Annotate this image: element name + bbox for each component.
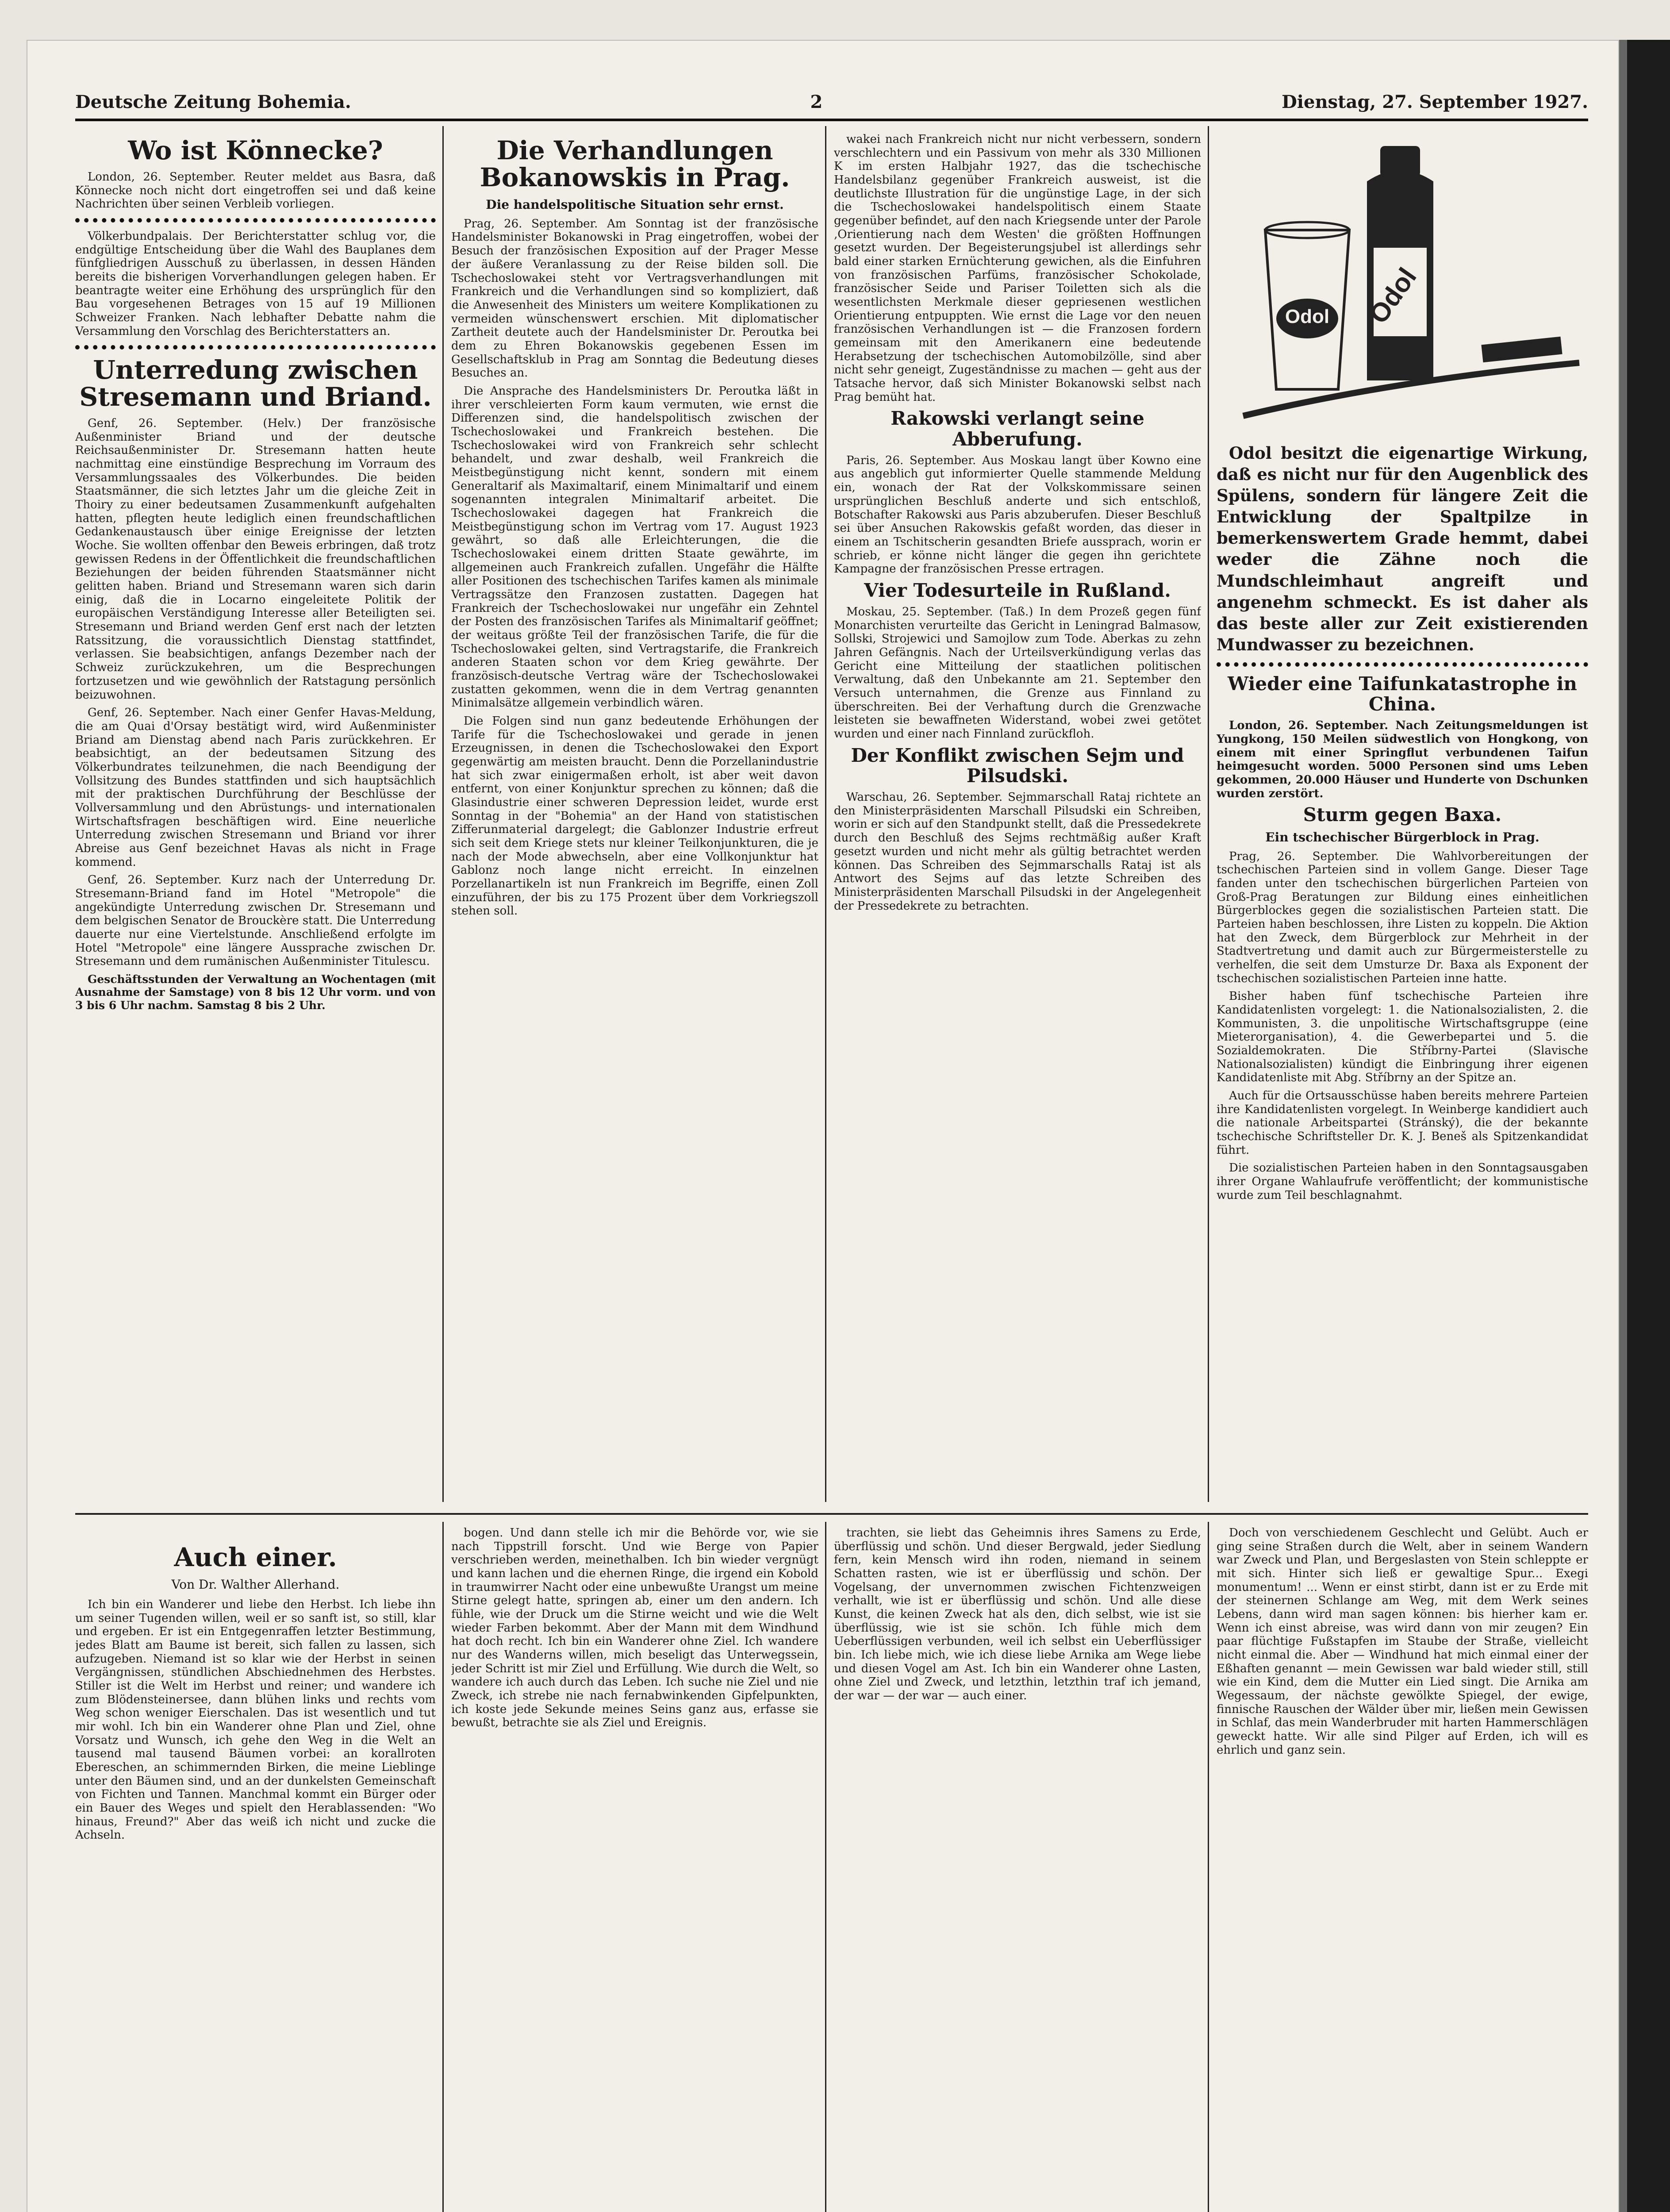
article-text-bokanowski-cont: wakei nach Frankreich nicht nur nicht verbessern, sondern verschlechtern und ein Passivum von mehr als 330 Millionen K im ersten Halbjahr 1927, das die tschechische Handelsbilanz gegenüber Frankreich ausweist, ist die deutlichste Illustration für die ungünstige Lage, in der sich die Tschechoslowakei handelspolitisch einem Staate gegenüber befindet, auf den nach Kriegsende unter der Parole ‚Orientierung nach dem Westen' die größten Hoffnungen gesetzt wurden. Der Begeisterungsjubel ist allerdings sehr bald einer starken Ernüchterung gewichen, als die Einfuhren von französischen Parfüms, französischer Schokolade, französischer Seide und Pariser Toiletten sich als die wesentlichsten Merkmale dieser gepriesenen westlichen Orientierung entpuppten. Wie ernst die Lage vor den neuen französischen Verhandlungen ist — die Franzosen fordern gemeinsam mit den Amerikanern eine bedeutende Herabsetzung der tschechischen Automobilzölle, sind aber nicht sehr geneigt, Zugeständnisse zu machen — geht aus der Tatsache hervor, daß sich Minister Bokanowski selbst nach Prag bemüht hat. bbox=[834, 133, 1201, 404]
feuilleton-text-3: trachten, sie liebt das Geheimnis ihres Samens zu Erde, überflüssig und schön. Und dieser Bergwald, jeder Siedlung fern, kein Mensch wird ihn roden, niemand in seinem Schatten rasten, wie ist er überflüssig und schön. Der Vogelsang, der unvernommen zwischen Fichtenzweigen verhallt, wie ist er überflüssig und schön. Und alle diese Kunst, die keinen Zweck hat als den, dich selbst, wie ist sie überflüssig, wie ist sie schön. Ich fühle mich dem Ueberflüssigen verbunden, weil ich selbst ein Ueberflüssiger bin. Ich liebe mich, wie ich diese liebe Arnika am Wege liebe und diesen Vogel am Ast. Ich bin ein Wanderer ohne Lasten, ohne Ziel und Zweck, und letzthin, letzthin traf ich jemand, der war — der war — auch einer. bbox=[834, 1526, 1201, 1703]
article-text-konflikt: Warschau, 26. September. Sejmmarschall Rataj richtete an den Ministerpräsidenten Marschall Pilsudski ein Schreiben, worin er sich auf den Standpunkt stellt, daß die Pressedekrete durch den Beschluß des Sejms rechtmäßig außer Kraft gesetzt wurden und nicht mehr als gültig betrachtet werden können. Das Schreiben des Sejmmarschalls Rataj ist als Antwort des Sejms auf das letzte Schreiben des Ministerpräsidenten Marschall Pilsudski in der Angelegenheit der Pressedekrete zu betrachten. bbox=[834, 791, 1201, 913]
article-title-konflikt: Der Konflikt zwischen Sejm und Pilsudski. bbox=[851, 744, 1184, 787]
article-text-rakowski: Paris, 26. September. Aus Moskau langt über Kowno eine aus angeblich gut informierter Quelle stammende Meldung ein, wonach der Rat der Volkskommissare seinen ursprünglichen Beschluß anderte und sich entschloß, Botschafter Rakowski aus Paris abzuberufen. Dieser Beschluß sei über Ansuchen Rakowskis gefaßt worden, das dieser in einem an Tschitscherin gesandten Briefe aussprach, worin er schrieb, er könne nicht länger die gegen ihn gerichtete Kampagne der französischen Presse ertragen. bbox=[834, 453, 1201, 576]
column-rule-3 bbox=[1208, 126, 1209, 1502]
article-text-sturm-4: Die sozialistischen Parteien haben in den Sonntagsausgaben ihrer Organe Wahlaufrufe veröffentlicht; der kommunistische wurde zum Teil beschlagnahmt. bbox=[1217, 1161, 1588, 1202]
header-paper-name: Deutsche Zeitung Bohemia. bbox=[75, 91, 351, 112]
feuilleton-column-3 bbox=[834, 1526, 1201, 2212]
column-rule-2 bbox=[825, 126, 826, 1502]
article-text-sturm-3: Auch für die Ortsausschüsse haben bereits mehrere Parteien ihre Kandidatenlisten vorgelegt. In Weinberge kandidiert auch die nationale Arbeitspartei (Stránský), die der bekannte tschechische Schriftsteller Dr. K. J. Beneš als Spitzenkandidat führt. bbox=[1217, 1089, 1588, 1157]
article-title-koennecke: Wo ist Könnecke? bbox=[128, 135, 383, 165]
dotted-separator bbox=[1217, 662, 1588, 667]
article-subtitle-bokanowski: Die handelspolitische Situation sehr ernst. bbox=[486, 197, 784, 212]
header-date: Dienstag, 27. September 1927. bbox=[1282, 91, 1588, 112]
article-text-bokanowski-2: Die Ansprache des Handelsministers Dr. Peroutka läßt in ihrer verschleierten Form kaum vermuten, wie ernst die Differenzen sind, die handelspolitisch zwischen der Tschechoslowakei und Frankreich bestehen. Die Tschechoslowakei wird von Frankreich sehr schlecht behandelt, und zwar deshalb, weil Frankreich die Meistbegünstigung nicht kennt, sondern mit einem Generaltarif als Maximaltarif, einem Minimaltarif und einem sogenannten integralen Minimaltarif arbeitet. Die Tschechoslowakei dagegen hat Frankreich die Meistbegünstigung schon im Vertrag vom 17. August 1923 gewährt, so daß alle Erleichterungen, die die Tschechoslowakei einem dritten Staate gewährte, im allgemeinen auch Frankreich zufallen. Ungefähr die Hälfte aller Positionen des tschechischen Tarifes kamen als minimale Vertragssätze den Franzosen zustatten. Dagegen hat Frankreich der Tschechoslowakei nur ungefähr ein Zehntel der Posten des französischen Tarifes als Minimaltarif geöffnet; der weitaus größte Teil der französischen Tarife, die für die Tschechoslowakei gelten, sind Vertragstarife, die Frankreich anderen Staaten schon vor dem Krieg gewährte. Der französisch-deutsche Vertrag wäre der Tschechoslowakei zustatten gekommen, wenn die in dem Vertrag genannten Minimalsätze allgemein verbindlich wären. bbox=[451, 384, 818, 710]
feuilleton-column-2 bbox=[451, 1526, 818, 2212]
article-title-rakowski: Rakowski verlangt seine Abberufung. bbox=[891, 407, 1144, 450]
column-1 bbox=[75, 133, 436, 1509]
feuilleton-text-1: Ich bin ein Wanderer und liebe den Herbst. Ich liebe ihn um seiner Tugenden willen, weil er so sanft ist, so still, klar und ergeben. Er ist ein Entgegenraffen letzter Bestimmung, jedes Blatt am Baume ist bereit, sich fallen zu lassen, sich aufzugeben. Niemand ist so klar wie der Herbst in seinen Vergängnissen, stündlichen Abschiednehmen des Herbstes. Stiller ist die Welt im Herbst und reiner; und wandere ich zum Blödensteinersee, dann blühen links und rechts vom Weg schon weniger Eierschalen. Das ist wesentlich und tut mir wohl. Ich bin ein Wanderer ohne Plan und Ziel, ohne Vorsatz und Wunsch, ich gehe den Weg in die Welt an tausend mal tausend Bäumen vorbei: an korallroten Ebereschen, an schimmernden Birken, die meine Lieblinge unter den Bäumen sind, und an der dunkelsten Gemeinschaft von Fichten und Tannen. Manchmal kommt ein Bürger oder ein Bauer des Weges und spielt den Herablassenden: "Wo hinaus, Freund?" Aber das weiß ich nicht und zucke die Achseln. bbox=[75, 1598, 436, 1842]
feuilleton-rule-3 bbox=[1208, 1522, 1209, 2212]
article-text-bokanowski-3: Die Folgen sind nun ganz bedeutende Erhöhungen der Tarife für die Tschechoslowakei und gerade in jenen Erzeugnissen, in denen die Tschechoslowakei den Export gegenwärtig am meisten braucht. Denn die Porzellanindustrie hat sich zwar einigermaßen erholt, ist aber weit davon entfernt, von einer Konjunktur sprechen zu können; daß die Glasindustrie einer schweren Depression leidet, wurde erst Sonntag in der "Bohemia" an der Hand von statistischen Zifferunmaterial dargelegt; die Gablonzer Industrie erfreut sich seit dem Kriege stets nur kleiner Teilkonjunkturen, die je nach der Mode abwechseln, aber eine Vollkonjunktur hat Gablonz noch lange nicht erreicht. In einzelnen Porzellanartikeln ist nun Frankreich im Begriffe, einen Zoll einzuführen, der bis zu 175 Prozent über dem Vorkriegszoll stehen soll. bbox=[451, 714, 818, 918]
dotted-separator bbox=[75, 218, 436, 223]
scan-border bbox=[1619, 40, 1670, 2212]
odol-advertisement bbox=[1217, 133, 1588, 434]
column-3 bbox=[834, 133, 1201, 1509]
article-text-bokanowski-1: Prag, 26. September. Am Sonntag ist der französische Handelsminister Bokanowski in Prag eingetroffen, wobei der Besuch der französischen Exposition auf der Prager Messe der äußere Veranlassung zu der Reise bilden soll. Die Tschechoslowakei steht vor Vertragsverhandlungen mit Frankreich und die Verhandlungen sind so kompliziert, daß die Anwesenheit des Ministers um weitere Komplikationen zu vermeiden wünschenswert erschien. Mit diplomatischer Zartheit deutete auch der Handelsminister Dr. Peroutka bei dem zu Ehren Bokanowskis gegebenen Essen im Gesellschaftsklub in Prag am Sonntag die Bedeutung dieses Besuches an. bbox=[451, 217, 818, 380]
article-text-taifun: London, 26. September. Nach Zeitungsmeldungen ist Yungkong, 150 Meilen südwestlich von Hongkong, von einem mit einer Springflut verbundenen Taifun heimgesucht worden. 5000 Personen sind ums Leben gekommen, 20.000 Häuser und Hunderte von Dschunken wurden zerstört. bbox=[1217, 719, 1588, 800]
article-title-taifun: Wieder eine Taifunkatastrophe in China. bbox=[1228, 672, 1577, 715]
article-subtitle-sturm: Ein tschechischer Bürgerblock in Prag. bbox=[1265, 830, 1539, 845]
dotted-separator bbox=[75, 345, 436, 349]
article-title-bokanowski: Die Verhandlungen Bokanowskis in Prag. bbox=[480, 135, 790, 192]
article-text-sturm-1: Prag, 26. September. Die Wahlvorbereitungen der tschechischen Parteien sind in vollem Gange. Dieser Tage fanden unter den tschechischen bürgerlichen Parteien von Groß-Prag Beratungen zur Bildung eines einheitlichen Bürgerblockes gegen die sozialistischen Parteien statt. Die Parteien haben beschlossen, ihre Listen zu koppeln. Die Aktion hat den Zweck, dem Bürgerblock zur Mehrheit in der Stadtvertretung und damit auch zur Bürgermeisterstelle zu verhelfen, die seit dem Umsturze Dr. Baxa als Exponent der tschechischen sozialistischen Parteien inne hatte. bbox=[1217, 849, 1588, 985]
odol-illustration bbox=[1217, 133, 1588, 434]
article-text-voelkerbund: Völkerbundpalais. Der Berichterstatter schlug vor, die endgültige Entscheidung über die Wahl des Bauplanes dem fünfgliedrigen Ausschuß zu überlassen, in dessen Händen bereits die bisherigen Vorverhandlungen gelegen haben. Er beantragte weiter eine Erhöhung des ursprünglich für den Bau vorgesehenen Betrages von 15 auf 19 Millionen Schweizer Franken. Nach lebhafter Debatte nahm die Versammlung den Vorschlag des Berichterstatters an. bbox=[75, 229, 436, 338]
feuilleton-title: Auch einer. bbox=[174, 1542, 337, 1572]
feuilleton-author: Von Dr. Walther Allerhand. bbox=[171, 1577, 340, 1592]
article-title-todesurteile: Vier Todesurteile in Rußland. bbox=[864, 579, 1171, 601]
odol-bottle-label: Odol bbox=[1363, 262, 1422, 329]
feuilleton-text-4: Doch von verschiedenem Geschlecht und Gelübt. Auch er ging seine Straßen durch die Welt, aber in seinem Wandern war Zweck und Plan, und Bergeslasten von Stein schleppte er mit sich. Hinter sich ließ er gewaltige Spur... Exegi monumentum! ... Wenn er einst stirbt, dann ist er zu Erde mit der steinernen Schlange am Weg, mit dem Werk seines Lebens, dann wird man sagen können: bis hierher kam er. Wenn ich einst abreise, was wird dann von mir zeugen? Ein paar flüchtige Fußstapfen im Staube der Straße, vielleicht nicht einmal die. Aber — Windhund hat mich einmal einer der Eßhaften genannt — mein Gewissen war bald wieder still, still wie ein Kind, dem die Mutter ein Lied singt. Die Arnika am Wegessaum, der nächste gewölkte Spiegel, der ewige, finnische Rauschen der Wälder über mir, ließen mein Gewissen in Schlaf, das mein Wanderbruder mit harten Hammerschlägen geweckt hatte. Wir alle sind Pilger auf Erden, ich will es ehrlich und ganz sein. bbox=[1217, 1526, 1588, 1757]
header-rule bbox=[75, 119, 1588, 121]
feuilleton-column-4 bbox=[1217, 1526, 1588, 2212]
article-title-sturm: Sturm gegen Baxa. bbox=[1303, 804, 1502, 826]
column-4 bbox=[1217, 133, 1588, 1509]
feuilleton-text-2: bogen. Und dann stelle ich mir die Behörde vor, wie sie nach Tippstrill forscht. Und wie Berge von Papier verschrieben werden, meinethalben. Ich bin wieder vergnügt und kann lachen und die ehernen Ringe, die irgend ein Kobold in traumwirrer Nacht oder eine unbewußte Urangst um meine Stirne gelegt hatte, springen ab, einer um den andern. Ich fühle, wie der Druck um die Stirne weicht und wie die Welt wieder Farben bekommt. Aber der Mann mit dem Windhund hat doch recht. Ich bin ein Wanderer ohne Ziel. Ich wandere nur des Wanderns willen, mich beseligt das Unterwegssein, jeder Schritt ist mir Ziel und Erfüllung. Wie durch die Welt, so wandere ich auch durch das Leben. Ich suche nie Ziel und nie Zweck, ich strebe nie nach fernabwinkenden Gipfelpunkten, ich koste jede Sekunde meines Seins ganz aus, erfasse sie bewußt, betrachte sie als Ziel und Ereignis. bbox=[451, 1526, 818, 1730]
article-text-unterredung-1: Genf, 26. September. (Helv.) Der französische Außenminister Briand und der deutsche Reichsaußenminister Dr. Stresemann hatten heute nachmittag eine einstündige Besprechung im Vorraum des Versammlungssaales des Völkerbundes. Die beiden Staatsmänner, die sich letztes Jahr um die gleiche Zeit in Thoiry zu einer bedeutsamen Zusammenkunft aufgehalten hatten, pflegten heute lediglich einen freundschaftlichen Gedankenaustausch über einige Ereignisse der letzten Woche. Sie wollten offenbar den Beweis erbringen, daß trotz gewissen Redens in der Öffentlichkeit die freundschaftlichen Beziehungen der beiden führenden Staatsmänner nicht gelitten haben. Briand und Stresemann waren sich darin einig, daß die in Locarno eingeleitete Politik der europäischen Verständigung Interesse aller Beteiligten sei. Stresemann und Briand werden Genf erst nach der letzten Ratssitzung, die voraussichtlich Dienstag stattfindet, verlassen. Sie beabsichtigen, anfangs Dezember nach der Schweiz zurückzukehren, um die Besprechungen fortzusetzen und wie gewöhnlich der Ratstagung persönlich beizuwohnen. bbox=[75, 417, 436, 702]
feuilleton-rule-2 bbox=[825, 1522, 826, 2212]
article-text-unterredung-2: Genf, 26. September. Nach einer Genfer Havas-Meldung, die am Quai d'Orsay bestätigt wird, wird Außenminister Briand am Dienstag abend nach Paris zurückkehren. Er beabsichtigt, an der bedeutsamen Sitzung des Völkerbundrates teilzunehmen, die nach Beendigung der Vollsitzung des Bundes stattfinden und sich hauptsächlich mit der praktischen Durchführung der Beschlüsse der Vollversammlung und den Abrüstungs- und internationalen Wirtschaftsfragen beschäftigen wird. Eine neuerliche Unterredung zwischen Stresemann und Briand vor ihrer Abreise aus Genf bezeichnet Havas als nicht in Frage kommend. bbox=[75, 706, 436, 869]
odol-bottle-icon bbox=[1367, 146, 1433, 380]
page-header bbox=[75, 86, 1588, 117]
header-page-number: 2 bbox=[810, 91, 823, 112]
feuilleton-rule-1 bbox=[442, 1522, 444, 2212]
office-hours-notice: Geschäftsstunden der Verwaltung an Wochentagen (mit Ausnahme der Samstage) von 8 bis 12 Uhr vorm. und von 3 bis 6 Uhr nachm. Samstag 8 bis 2 Uhr. bbox=[75, 972, 436, 1012]
article-text-todesurteile: Moskau, 25. September. (Taß.) In dem Prozeß gegen fünf Monarchisten verurteilte das Gericht in Leningrad Balmasow, Sollski, Strojewici und Samojlow zum Tode. Aberkas zu zehn Jahren Gefängnis. Nach der Urteilsverkündigung verlas das Gericht eine Mitteilung der staatlichen politischen Verwaltung, daß den Unbekannte am 21. September den Versuch unternahmen, die Grenze aus Finnland zu überschreiten. Bei der Verhaftung durch die Grenzwache leisteten sie bewaffneten Widerstand, wobei zwei getötet wurden und einer nach Finnland zurückfloh. bbox=[834, 605, 1201, 741]
odol-tagline: Odol besitzt die eigenartige Wirkung, daß es nicht nur für den Augenblick des Spülens, sondern für längere Zeit die Entwicklung der Spaltpilze in bemerkenswertem Grade hemmt, dabei weder die Zähne noch die Mundschleimhaut angreift und angenehm schmeckt. Es ist daher als das beste aller zur Zeit existierenden Mundwasser zu bezeichnen. bbox=[1217, 443, 1588, 654]
article-text-koennecke: London, 26. September. Reuter meldet aus Basra, daß Könnecke noch nicht dort eingetroffen sei und daß keine Nachrichten über seinen Verbleib vorliegen. bbox=[75, 170, 436, 211]
article-text-unterredung-3: Genf, 26. September. Kurz nach der Unterredung Dr. Stresemann-Briand fand im Hotel "Metropole" die angekündigte Unterredung zwischen Dr. Stresemann und dem belgischen Senator de Brouckère statt. Die Unterredung dauerte nur eine Viertelstunde. Anschließend erfolgte im Hotel "Metropole" eine längere Aussprache zwischen Dr. Stresemann und dem rumänischen Außenminister Titulescu. bbox=[75, 873, 436, 968]
column-rule-1 bbox=[442, 126, 444, 1502]
feuilleton-rule bbox=[75, 1513, 1588, 1515]
feuilleton-column-1 bbox=[75, 1526, 436, 2212]
article-title-unterredung: Unterredung zwischen Stresemann und Briand. bbox=[79, 355, 432, 412]
odol-glass-label: Odol bbox=[1285, 306, 1330, 327]
article-text-sturm-2: Bisher haben fünf tschechische Parteien ihre Kandidatenlisten vorgelegt: 1. die Nationalsozialisten, 2. die Kommunisten, 3. die unpolitische Wirtschaftsgruppe (eine Mieterorganisation), 4. die Gewerbepartei und 5. die Sozialdemokraten. Die Stříbrny-Partei (Slavische Nationalsozialisten) kündigt die Einbringung ihrer eigenen Kandidatenliste mit Abg. Stříbrny an der Spitze an. bbox=[1217, 990, 1588, 1085]
column-2 bbox=[451, 133, 818, 1509]
